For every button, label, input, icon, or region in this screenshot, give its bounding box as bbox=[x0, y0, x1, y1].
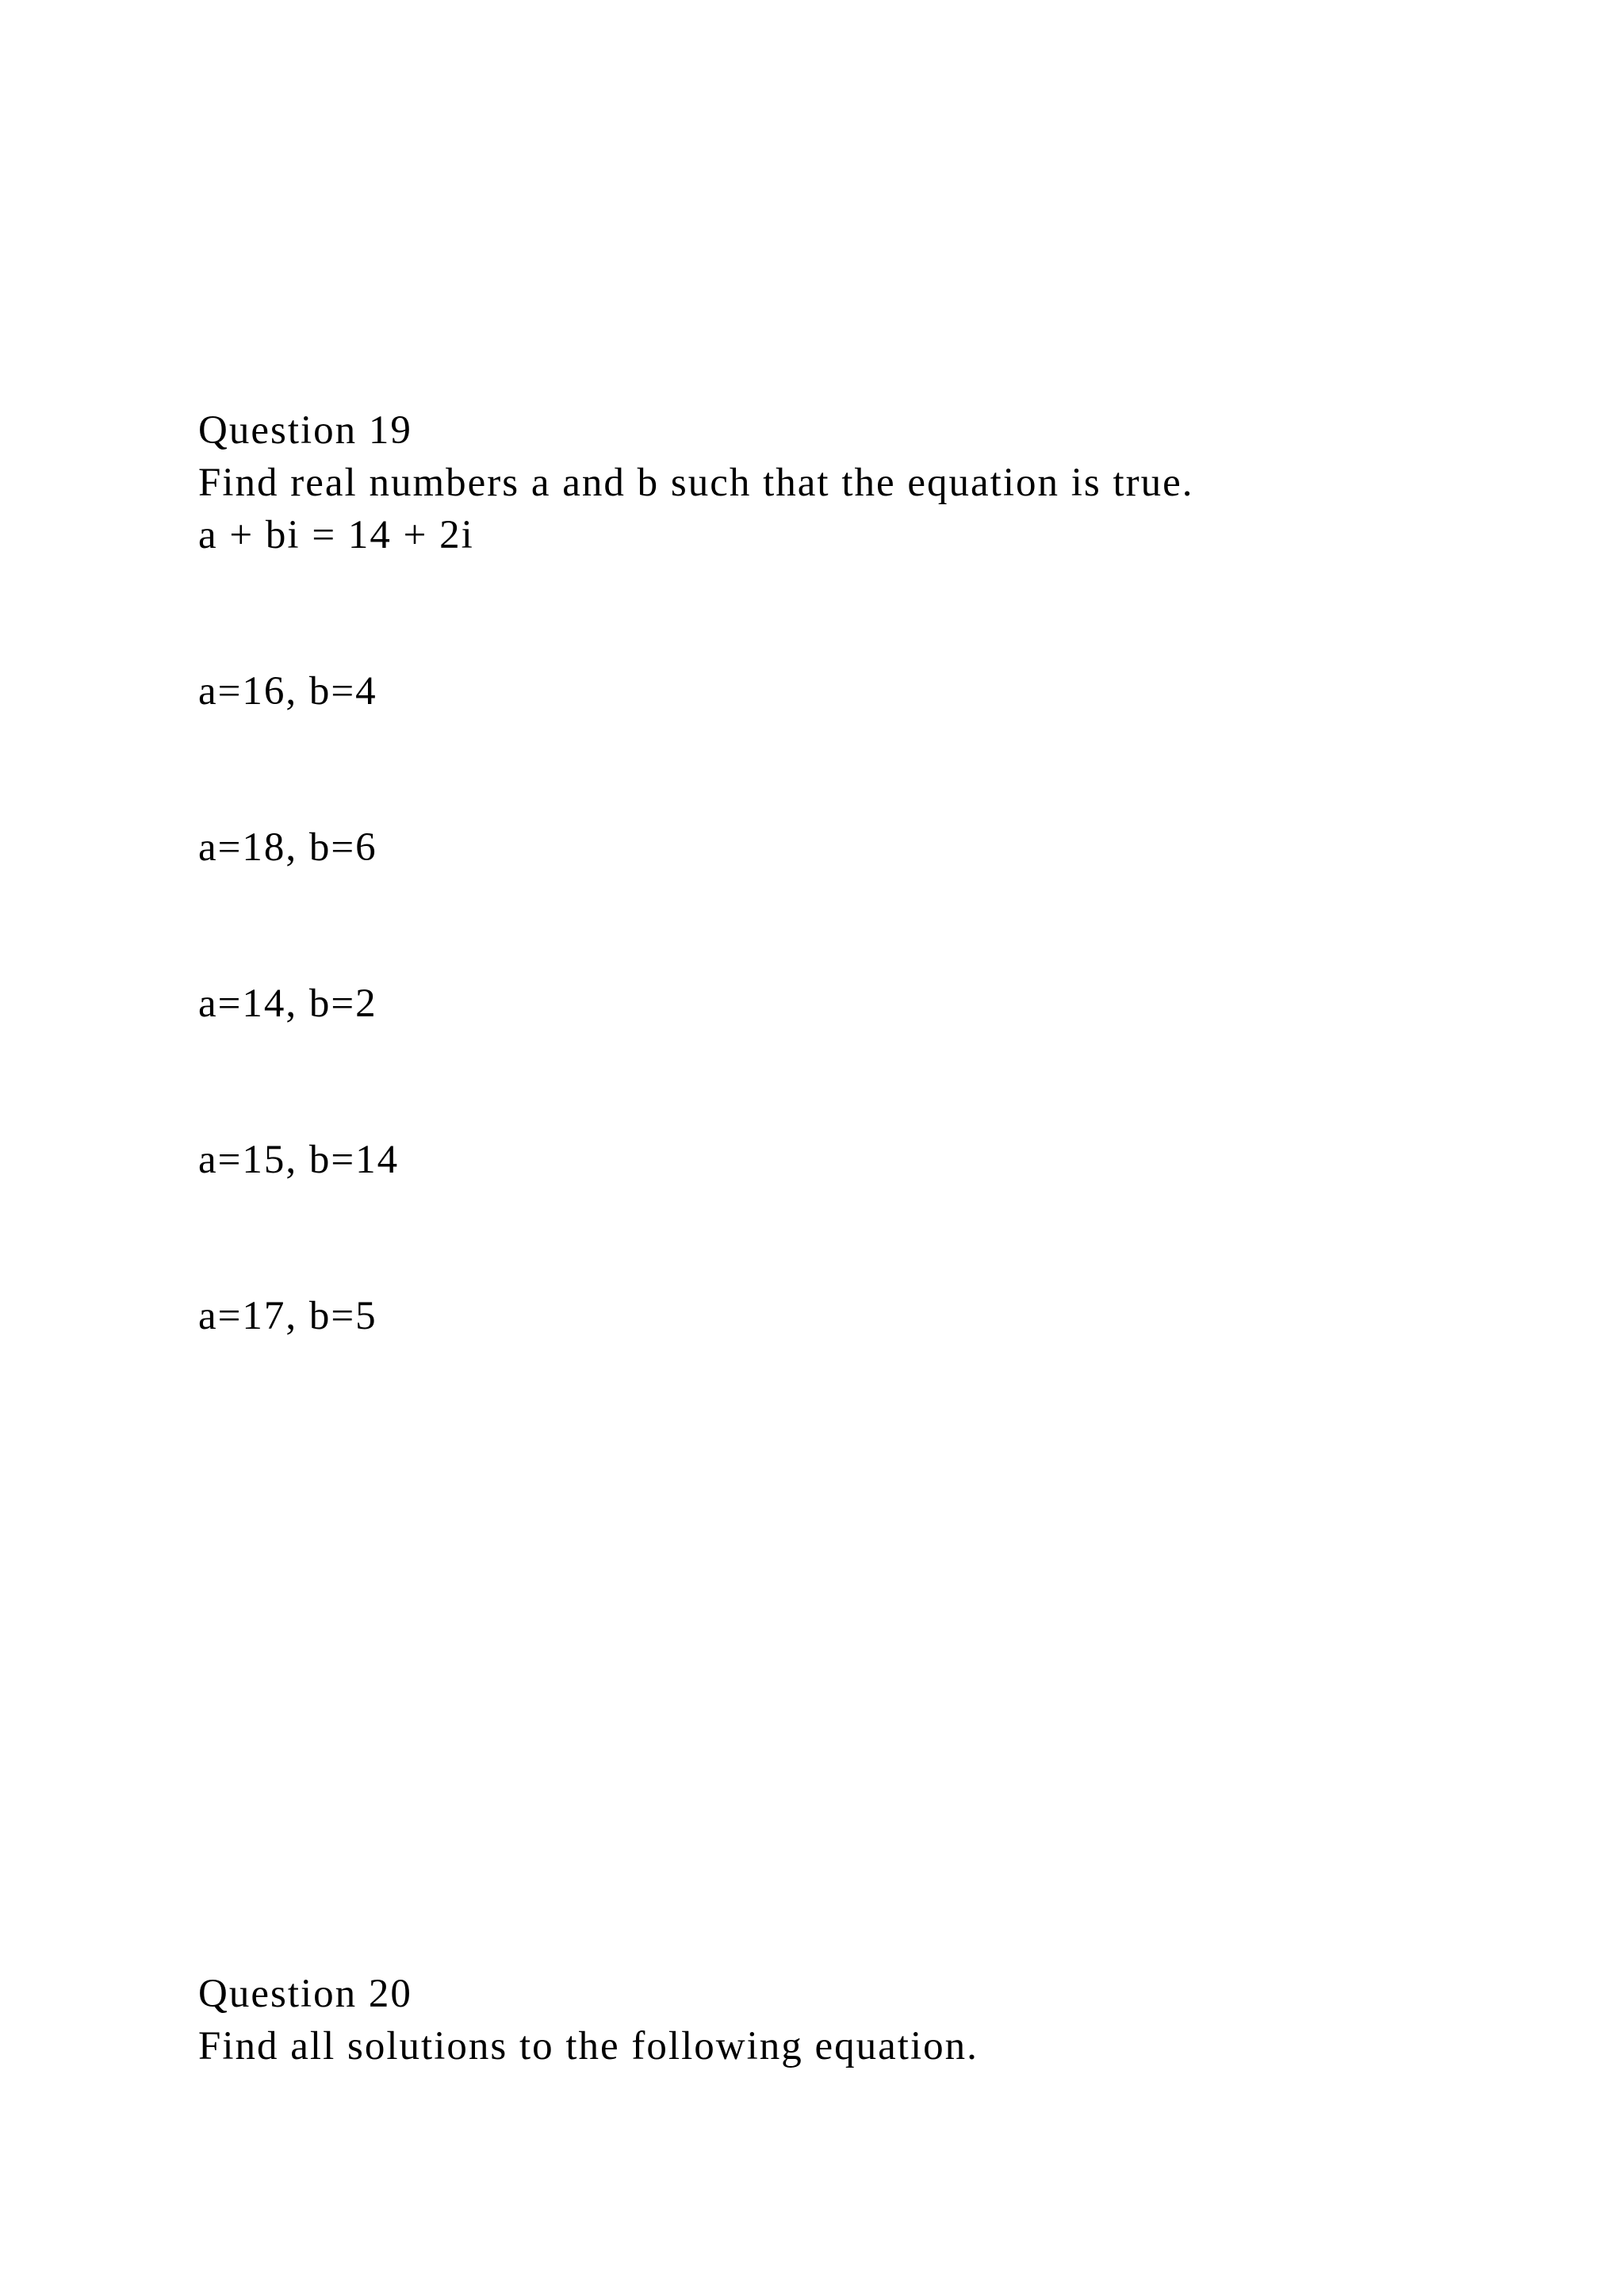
question-19-equation: a + bi = 14 + 2i bbox=[198, 513, 474, 557]
question-19-option-3: a=14, b=2 bbox=[198, 982, 377, 1026]
question-19-option-1: a=16, b=4 bbox=[198, 669, 377, 714]
question-20-title: Question 20 bbox=[198, 1972, 412, 2016]
question-19-prompt: Find real numbers a and b such that the equation is true. bbox=[198, 461, 1194, 505]
question-19-option-2: a=18, b=6 bbox=[198, 825, 377, 870]
question-19-option-5: a=17, b=5 bbox=[198, 1294, 377, 1338]
question-20-prompt: Find all solutions to the following equation. bbox=[198, 2024, 979, 2068]
question-19-title: Question 19 bbox=[198, 408, 412, 453]
question-19-option-4: a=15, b=14 bbox=[198, 1138, 400, 1182]
